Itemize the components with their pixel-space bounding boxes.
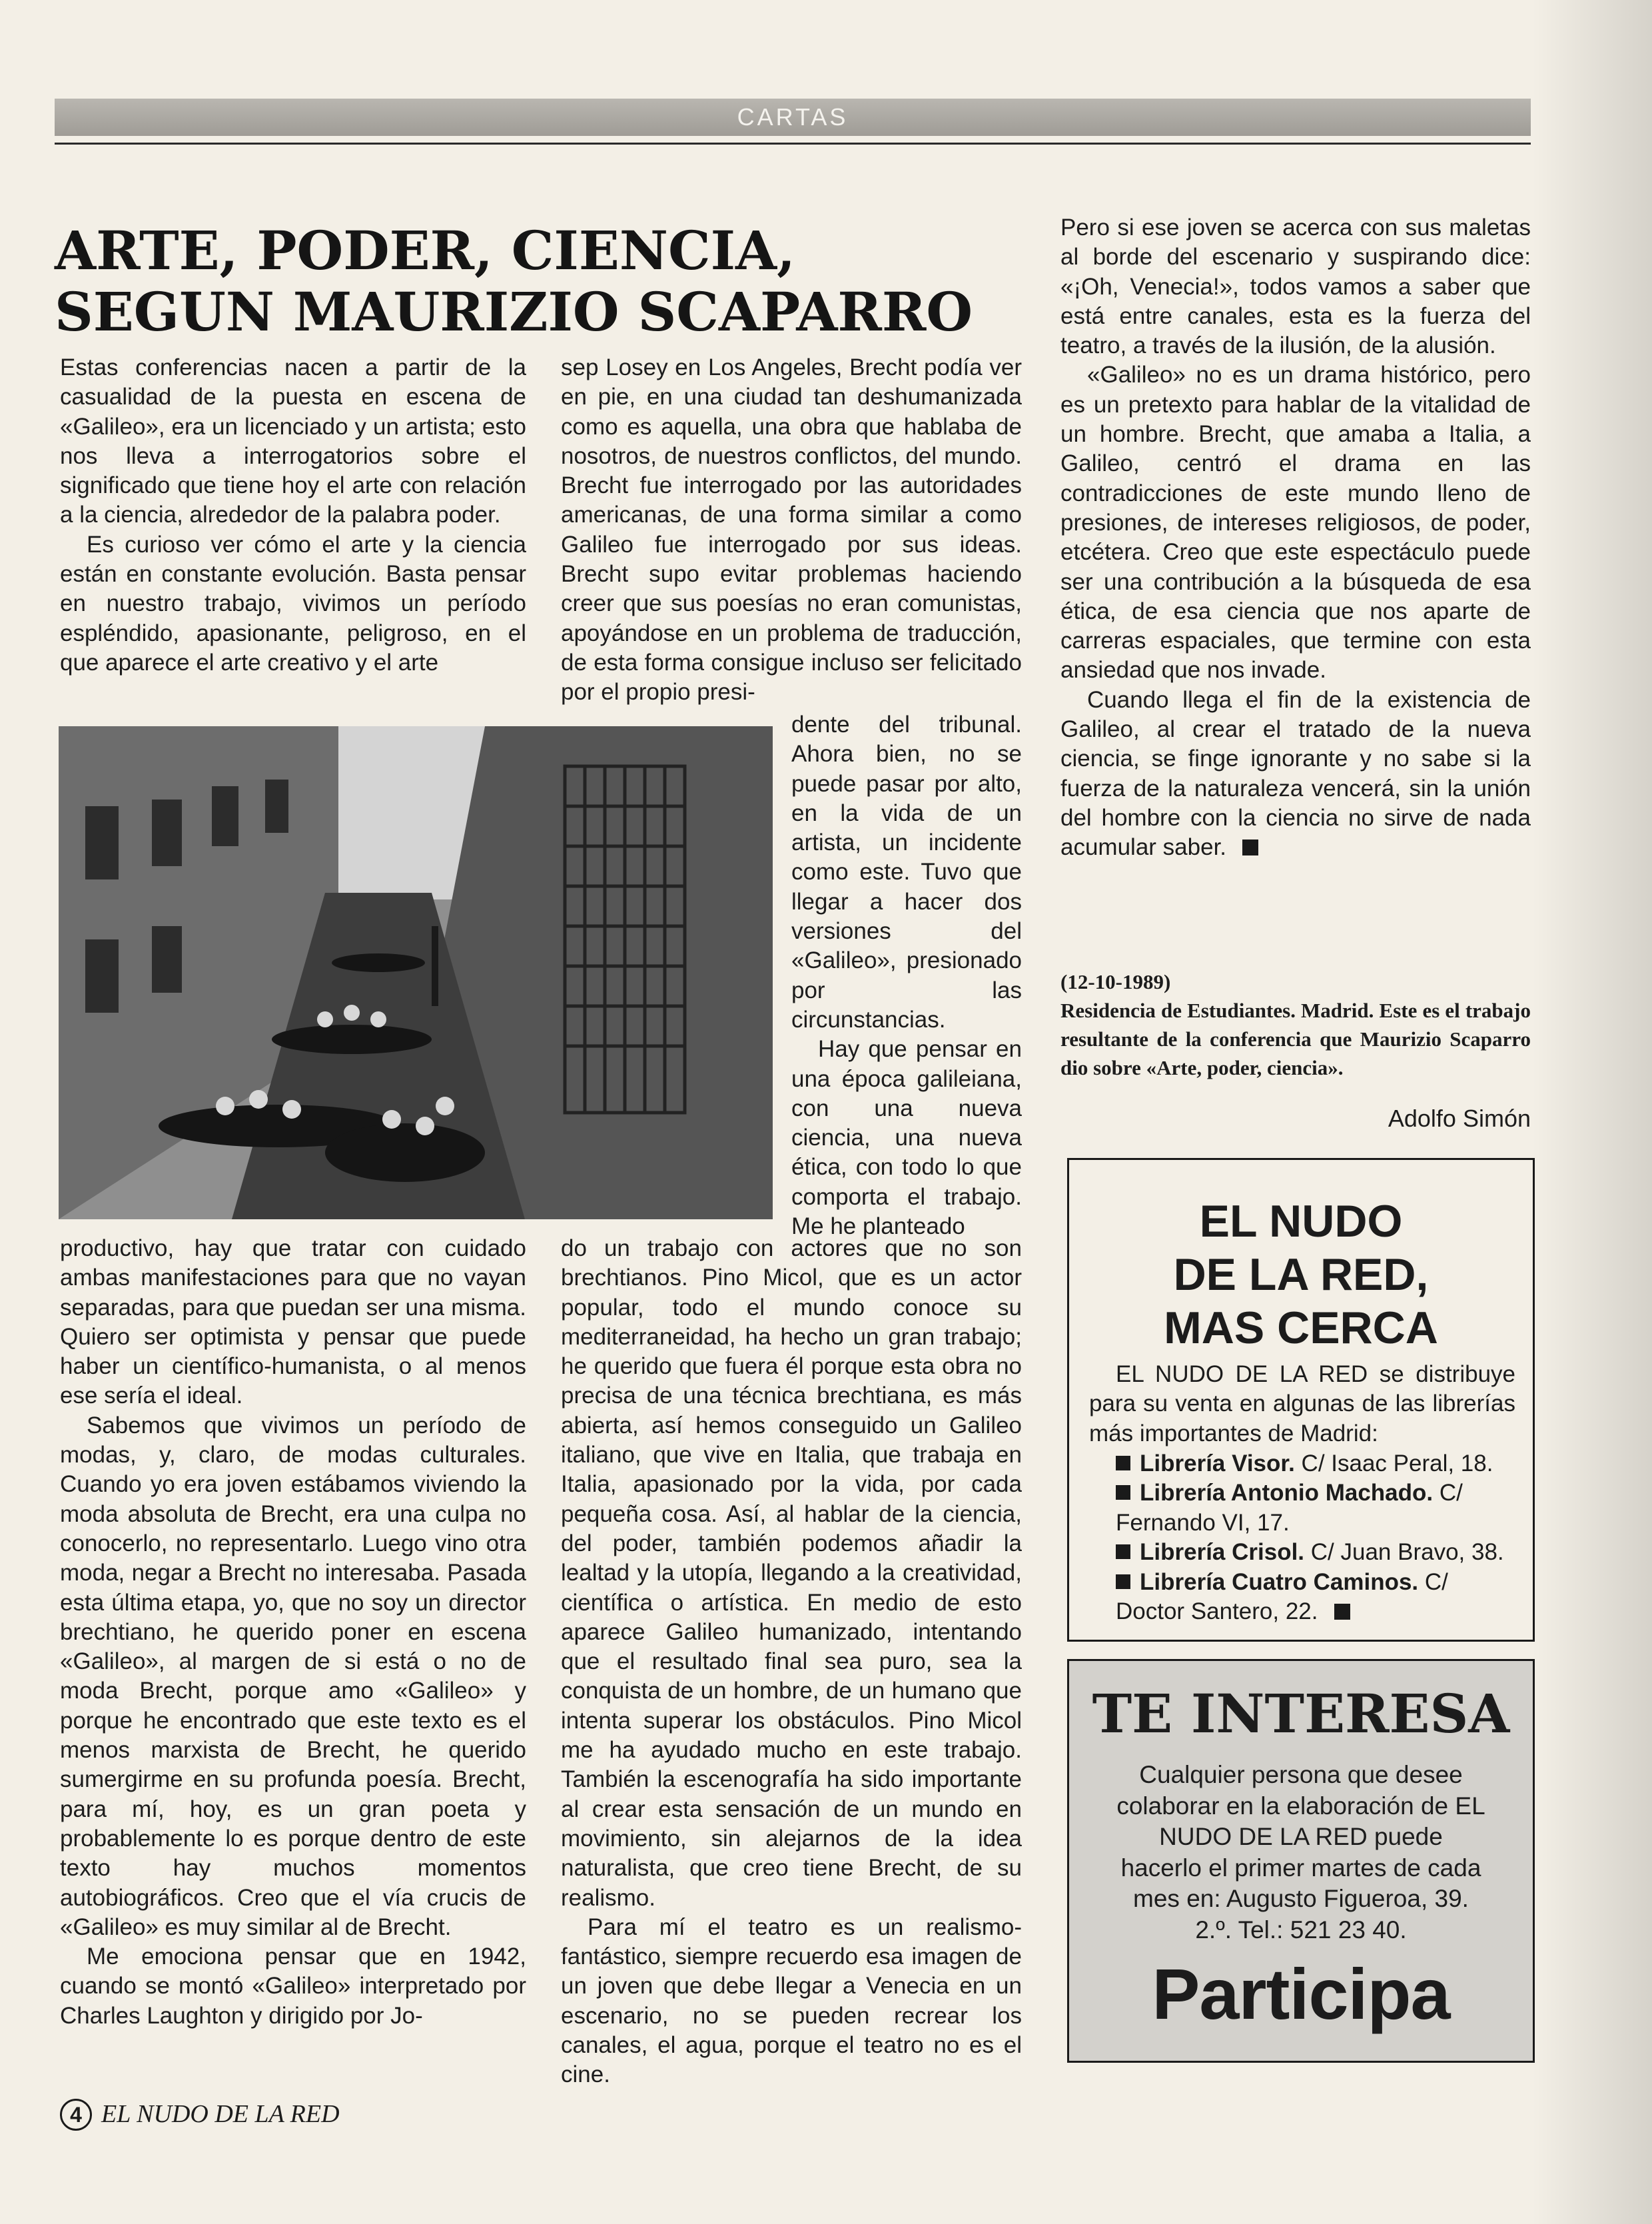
- distribution-title: [1069, 1195, 1533, 1355]
- store-name: Librería Cuatro Caminos.: [1140, 1568, 1419, 1595]
- section-banner: [55, 99, 1531, 136]
- paragraph: Hay que pensar en una época galileiana, con una nueva ciencia, una nueva ética, con todo lo que comporta el trabajo. Me he planteado: [791, 1036, 1022, 1240]
- distribution-title-line-2: DE LA RED,: [1173, 1249, 1429, 1300]
- distribution-title-line-3: MAS CERCA: [1164, 1303, 1438, 1353]
- page-footer: [60, 2099, 340, 2131]
- article-author: Adolfo Simón: [1388, 1105, 1531, 1132]
- participate-cta: Participa: [1152, 1953, 1450, 2034]
- article-date: (12-10-1989): [1060, 970, 1171, 993]
- paragraph: Sabemos que vivimos un período de modas, y, claro, de modas culturales. Cuando yo era joven estábamos viviendo la moda absoluta de Brecht, era una culpa no conocerlo, no representarlo. Luego vino otra moda, negar a Brecht no interesaba. Pasada esta última etapa, yo, que no soy un director brechtiano, he querido poner en escena «Galileo», al margen de si está o no de moda Brecht, porque amo «Galileo» y porque he encontrado que este texto es el menos marxista de Brecht, he querido sumergirme en su profunda poesía. Brecht, para mí, hoy, es un gran poeta y probablemente lo es porque dentro de este texto hay muchos momentos autobiográficos. Creo que el vía crucis de «Galileo» es muy similar al de Brecht.: [60, 1412, 526, 1940]
- store-address: C/ Isaac Peral, 18.: [1301, 1450, 1493, 1476]
- publication-name: EL NUDO DE LA RED: [101, 2100, 340, 2128]
- article-note-text: Residencia de Estudiantes. Madrid. Este es el trabajo resultante de la conferencia que Maurizio Scaparro dio sobre «Arte, poder, ciencia».: [1060, 999, 1531, 1079]
- store-name: Librería Visor.: [1140, 1450, 1295, 1476]
- paragraph: Estas conferencias nacen a partir de la casualidad de la puesta en escena de «Galileo», era un licenciado y un artista; esto nos lleva a interrogatorios sobre el significado que tiene hoy el arte con relación a la ciencia, alrededor de la palabra poder.: [60, 354, 526, 528]
- paragraph: productivo, hay que tratar con cuidado ambas manifestaciones para que no vayan separadas, para que puedan ser una misma. Quiero ser optimista y pensar que puede haber un científico-humanista, o al menos ese sería el ideal.: [60, 1235, 526, 1409]
- distribution-intro: [1089, 1360, 1515, 1448]
- section-label: CARTAS: [737, 103, 849, 131]
- article-headline: [55, 219, 973, 343]
- store-item: [1089, 1449, 1522, 1478]
- paragraph: Es curioso ver cómo el arte y la ciencia están en constante evolución. Basta pensar en nuestro trabajo, vivimos un período espléndido, apasionante, peligroso, en el que aparece el arte creativo y el arte: [60, 531, 526, 676]
- banner-rule: [55, 143, 1531, 145]
- paragraph: [1060, 686, 1531, 863]
- bullet-square: [1116, 1456, 1130, 1470]
- paragraph: dente del tribunal. Ahora bien, no se puede pasar por alto, en la vida de un artista, un incidente como este. Tuvo que llegar a hacer dos versiones del «Galileo», presionado por las circunstancias.: [791, 712, 1022, 1033]
- store-name: Librería Antonio Machado.: [1140, 1480, 1434, 1506]
- article-note: [1060, 967, 1531, 1082]
- paragraph: «Galileo» no es un drama histórico, pero es un pretexto para hablar de la vitalidad de un hombre. Brecht, que amaba a Italia, a Galileo, centró el drama en las contradicciones de este mundo lleno de presiones, de intereses religiosos, de poder, etcétera. Creo que este espectáculo puede ser una contribución a la búsqueda de esa ética, de esa ciencia que nos aparte de carreras espaciales, que termine con esta ansiedad que nos invade.: [1060, 362, 1531, 684]
- page-number: 4: [60, 2099, 92, 2131]
- store-name: Librería Crisol.: [1140, 1539, 1305, 1566]
- end-mark: [1242, 839, 1258, 855]
- col2-bottom: [561, 1234, 1022, 2090]
- page-edge-shadow: [1532, 0, 1652, 2224]
- col1-top: [60, 353, 526, 678]
- paragraph-text: Cuando llega el fin de la existencia de Galileo, al crear el tratado de la nueva ciencia, se finge ignorante y no sabe si la fuerza de la naturaleza vencerá, sin la unión del hombre con la ciencia no sirve de nada acumular saber.: [1060, 686, 1531, 861]
- participate-title: TE INTERESA: [1092, 1682, 1510, 1745]
- headline-line-2: SEGUN MAURIZIO SCAPARRO: [55, 280, 973, 343]
- col1-bottom: [60, 1234, 526, 2031]
- paragraph: Pero si ese joven se acerca con sus maletas al borde del escenario y suspirando dice: «¡Oh, Venecia!», todos vamos a saber que está entre canales, esta es la fuerza del teatro, a través de la ilusión, de la alusión.: [1060, 215, 1531, 359]
- store-address: C/ Juan Bravo, 38.: [1310, 1539, 1504, 1566]
- distribution-box: [1067, 1158, 1535, 1642]
- paragraph: Me emociona pensar que en 1942, cuando se montó «Galileo» interpretado por Charles Laughton y dirigido por Jo-: [60, 1944, 526, 2029]
- paragraph: sep Losey en Los Angeles, Brecht podía ver en pie, en una ciudad tan deshumanizada como es aquella, una obra que hablaba de nosotros, de nuestros conflictos, del mundo. Brecht fue interrogado por las autoridades americanas, de una forma similar a como Galileo fue interrogado por sus ideas. Brecht supo evitar problemas haciendo creer que sus poesías no eran comunistas, apoyándose en un problema de traducción, de esta forma consigue incluso ser felicitado por el propio presi-: [561, 354, 1022, 706]
- participate-body: Cualquier persona que desee colaborar en la elaboración de EL NUDO DE LA RED puede hacerlo el primer martes de cada mes en: Augusto Figueroa, 39. 2.º. Tel.: 521 23 40.: [1116, 1761, 1485, 1944]
- store-address: C/ Doctor Santero, 22.: [1116, 1568, 1448, 1625]
- paragraph: Para mí el teatro es un realismo-fantástico, siempre recuerdo esa imagen de un joven que debe llegar a Venecia en un escenario, no se pueden recrear los canales, el agua, porque el teatro no es el cine.: [561, 1914, 1022, 2088]
- bullet-square: [1116, 1544, 1130, 1559]
- headline-line-1: ARTE, PODER, CIENCIA,: [55, 219, 795, 282]
- col2-top: [561, 353, 1022, 708]
- col3: [1060, 213, 1531, 863]
- bullet-square: [1116, 1574, 1130, 1589]
- bullet-square: [1116, 1485, 1130, 1500]
- participate-box: [1067, 1659, 1535, 2063]
- store-item: [1089, 1538, 1522, 1567]
- distribution-intro-text: EL NUDO DE LA RED se distribuye para su venta en algunas de las librerías más importantes de Madrid:: [1089, 1361, 1515, 1446]
- store-item: [1089, 1568, 1522, 1627]
- store-list: [1089, 1449, 1522, 1626]
- distribution-title-line-1: EL NUDO: [1199, 1196, 1403, 1247]
- venice-canal-photo: [59, 726, 773, 1219]
- canal-illustration: [59, 726, 773, 1219]
- col2-narrow: [791, 710, 1022, 1241]
- store-address: C/ Fernando VI, 17.: [1116, 1480, 1463, 1536]
- store-item: [1089, 1478, 1522, 1538]
- end-mark: [1334, 1604, 1350, 1620]
- paragraph: do un trabajo con actores que no son brechtianos. Pino Micol, que es un actor popular, todo el mundo conoce su mediterraneidad, ha hecho un gran trabajo; he querido que fuera él porque esta obra no precisa de una técnica brechtiana, es más abierta, así hemos conseguido un Galileo italiano, que vive en Italia, que trabaja en Italia, apasionado por la vida, por cada pequeña cosa. Así, al hablar de la ciencia, del poder, también podemos añadir la lealtad y la utopía, llegando a la creatividad, científica o artística. En medio de esto aparece Galileo humanizado, intentando que el resultado final sea puro, sea la conquista de un hombre, de un humano que intenta superar los obstáculos. Pino Micol me ha ayudado mucho en este trabajo. También la escenografía ha sido importante al crear esta sensación de un mundo en movimiento, sin alejarnos de la idea naturalista, que creo tiene Brecht, de su realismo.: [561, 1235, 1022, 1911]
